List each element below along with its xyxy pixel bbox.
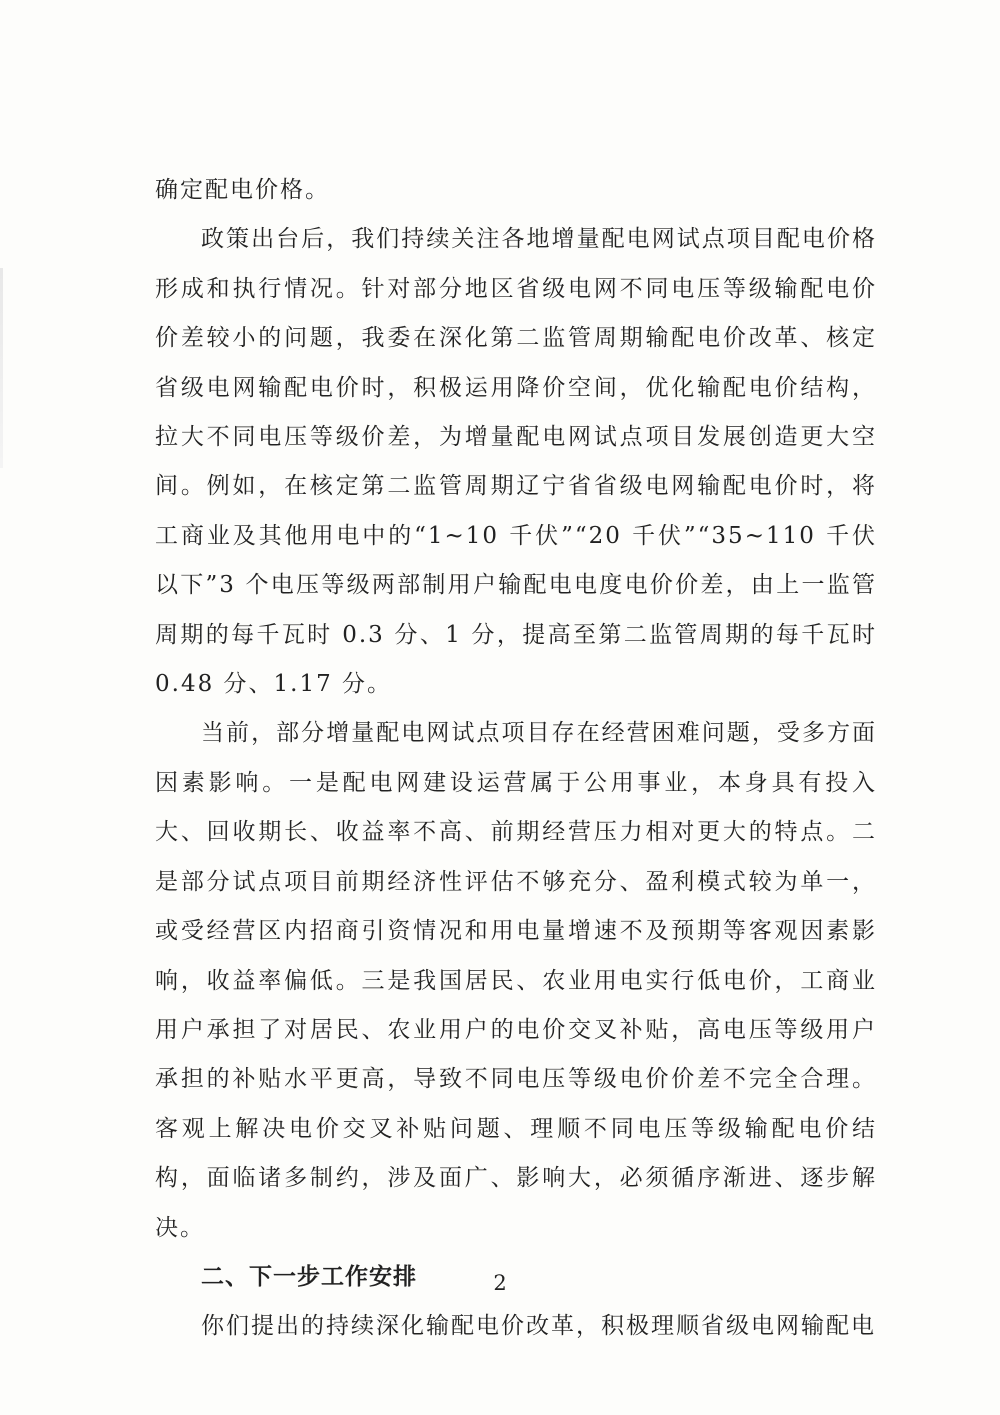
paragraph-2: 政策出台后，我们持续关注各地增量配电网试点项目配电价格形成和执行情况。针对部分地区省级电网不同电压等级输配电价价差较小的问题，我委在深化第二监管周期输配电价改革、核定省级电网输配电价时，积极运用降价空间，优化输配电价结构，拉大不同电压等级价差，为增量配电网试点项目发展创造更大空间。例如，在核定第二监管周期辽宁省省级电网输配电价时，将工商业及其他用电中的“1~10 千伏”“20 千伏”“35~110 千伏以下”3 个电压等级两部制用户输配电电度电价价差，由上一监管周期的每千瓦时 0.3 分、1 分，提高至第二监管周期的每千瓦时 0.48 分、1.17 分。: [155, 226, 877, 698]
paragraph-1: 确定配电价格。: [155, 177, 330, 203]
paragraph-3: 当前，部分增量配电网试点项目存在经营困难问题，受多方面因素影响。一是配电网建设运营属于公用事业，本身具有投入大、回收期长、收益率不高、前期经营压力相对更大的特点。二是部分试点项目前期经济性评估不够充分、盈利模式较为单一，或受经营区内招商引资情况和用电量增速不及预期等客观因素影响，收益率偏低。三是我国居民、农业用电实行低电价，工商业用户承担了对居民、农业用户的电价交叉补贴，高电压等级用户承担的补贴水平更高，导致不同电压等级电价价差不完全合理。客观上解决电价交叉补贴问题、理顺不同电压等级输配电价结构，面临诸多制约，涉及面广、影响大，必须循序渐进、逐步解决。: [155, 720, 877, 1241]
scan-margin-mark: [0, 268, 3, 468]
paragraph-4: 你们提出的持续深化输配电价改革，积极理顺省级电网输配电: [201, 1313, 876, 1340]
page-number: 2: [493, 1271, 507, 1295]
body-text: [155, 166, 877, 1352]
section-heading: 二、下一步工作安排: [201, 1263, 417, 1290]
